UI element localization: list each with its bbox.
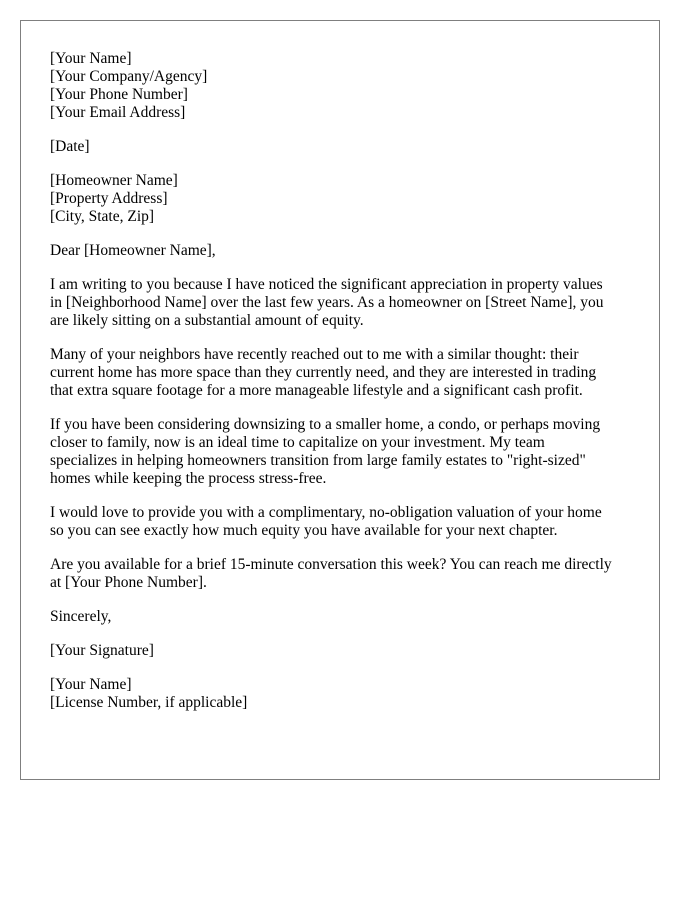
paragraph-3 xyxy=(50,416,640,488)
sender-phone: [Your Phone Number] xyxy=(50,86,188,103)
paragraph-line: homes while keeping the process stress-free. xyxy=(50,470,327,487)
sender-company: [Your Company/Agency] xyxy=(50,68,208,85)
paragraph-line: at [Your Phone Number]. xyxy=(50,574,207,591)
salutation-block xyxy=(50,242,640,260)
paragraph-line: so you can see exactly how much equity you have available for your next chapter. xyxy=(50,522,558,539)
closing-block xyxy=(50,608,640,626)
paragraph-line: in [Neighborhood Name] over the last few years. As a homeowner on [Street Name], you xyxy=(50,294,604,311)
paragraph-2 xyxy=(50,346,640,400)
letter-body xyxy=(50,50,640,728)
paragraph-line: specializes in helping homeowners transition from large family estates to "right-sized" xyxy=(50,452,586,469)
date-block xyxy=(50,138,640,156)
paragraph-line: Many of your neighbors have recently reached out to me with a similar thought: their xyxy=(50,346,579,363)
paragraph-line: Are you available for a brief 15-minute conversation this week? You can reach me directly xyxy=(50,556,612,573)
sender-block xyxy=(50,50,640,122)
recipient-name: [Homeowner Name] xyxy=(50,172,178,189)
recipient-city-state-zip: [City, State, Zip] xyxy=(50,208,155,225)
paragraph-line: current home has more space than they currently need, and they are interested in trading xyxy=(50,364,597,381)
paragraph-line: I would love to provide you with a complimentary, no-obligation valuation of your home xyxy=(50,504,602,521)
signoff-license: [License Number, if applicable] xyxy=(50,694,248,711)
sender-email: [Your Email Address] xyxy=(50,104,186,121)
recipient-block xyxy=(50,172,640,226)
signature-block xyxy=(50,642,640,660)
signoff-block xyxy=(50,676,640,712)
sender-name: [Your Name] xyxy=(50,50,132,67)
paragraph-line: If you have been considering downsizing to a smaller home, a condo, or perhaps moving xyxy=(50,416,601,433)
paragraph-line: closer to family, now is an ideal time to capitalize on your investment. My team xyxy=(50,434,545,451)
signoff-name: [Your Name] xyxy=(50,676,132,693)
paragraph-1 xyxy=(50,276,640,330)
paragraph-line: are likely sitting on a substantial amount of equity. xyxy=(50,312,364,329)
letter-date: [Date] xyxy=(50,138,90,155)
paragraph-line: that extra square footage for a more manageable lifestyle and a significant cash profit. xyxy=(50,382,583,399)
closing: Sincerely, xyxy=(50,608,112,625)
paragraph-4 xyxy=(50,504,640,540)
paragraph-5 xyxy=(50,556,640,592)
paragraph-line: I am writing to you because I have noticed the significant appreciation in property values xyxy=(50,276,603,293)
recipient-address: [Property Address] xyxy=(50,190,168,207)
letter-frame xyxy=(20,20,660,780)
salutation: Dear [Homeowner Name], xyxy=(50,242,216,259)
signature: [Your Signature] xyxy=(50,642,154,659)
